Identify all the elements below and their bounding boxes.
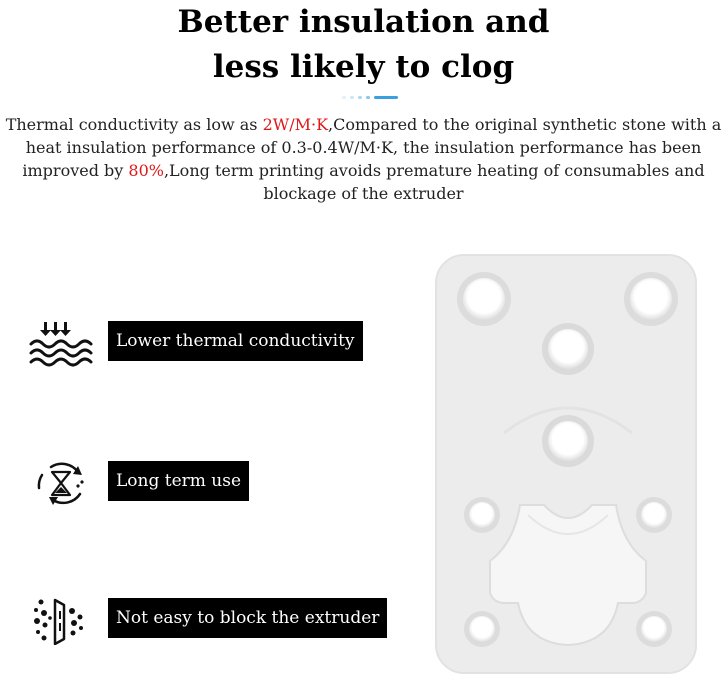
decorative-dots	[342, 95, 402, 101]
feature-label: Lower thermal conductivity	[108, 321, 363, 361]
insulation-plate-image	[432, 253, 700, 675]
highlight-conductivity: 2W/M·K	[262, 115, 329, 134]
page-title	[0, 0, 727, 90]
dot-3	[358, 96, 362, 99]
feature-label: Not easy to block the extruder	[108, 598, 387, 638]
highlight-percent: 80%	[128, 161, 164, 180]
feature-label: Long term use	[108, 461, 249, 501]
dot-bar	[374, 96, 398, 99]
dot-4	[366, 96, 370, 99]
dot-2	[350, 96, 354, 99]
description-part-2: ,Compared to the original synthetic stone with a heat insulation performance of 0.3-0.4W/M·K, the insulation performance has been improved by	[22, 115, 722, 180]
title-line-2: less likely to clog	[212, 49, 515, 85]
hourglass-cycle-icon	[28, 458, 98, 508]
dot-1	[342, 96, 346, 99]
description-part-3: ,Long term printing avoids premature heating of consumables and blockage of the extruder	[163, 161, 705, 203]
title-line-1: Better insulation and	[177, 4, 550, 40]
description	[0, 113, 727, 205]
heat-waves-icon	[28, 318, 98, 368]
description-part-1: Thermal conductivity as low as	[5, 115, 263, 134]
particles-filter-icon	[28, 595, 98, 645]
